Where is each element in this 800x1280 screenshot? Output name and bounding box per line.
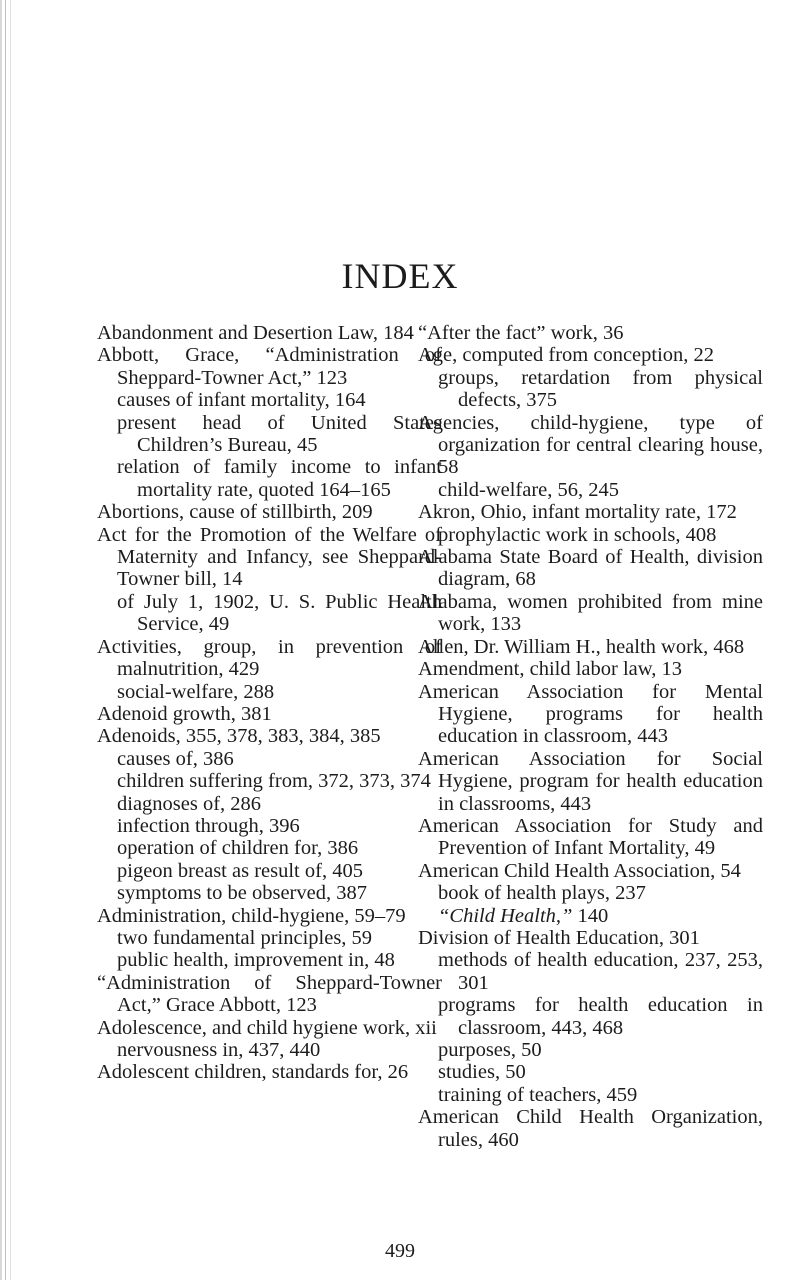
index-subentry: social-welfare, 288 bbox=[117, 680, 275, 703]
index-subentry: training of teachers, 459 bbox=[438, 1083, 638, 1106]
index-subentry: programs for health education in classroom, 443, 468 bbox=[438, 994, 763, 1039]
page-title: INDEX bbox=[341, 256, 459, 296]
index-subentry: public health, improvement in, 48 bbox=[117, 949, 395, 972]
index-entry: “After the fact” work, 36 bbox=[418, 322, 624, 344]
index-subentry: children suffering from, 372, 373, 374 bbox=[117, 770, 431, 793]
index-entry: “Administration of Sheppard-Towner Act,” Grace Abbott, 123 bbox=[97, 971, 442, 1017]
index-subentry: diagnoses of, 286 bbox=[117, 792, 262, 815]
index-subentry: book of health plays, 237 bbox=[438, 882, 646, 905]
index-subentry: infection through, 396 bbox=[117, 814, 300, 837]
index-entry: Adenoids, 355, 378, 383, 384, 385 bbox=[97, 725, 381, 748]
index-entry: Administration, child-hygiene, 59–79 bbox=[97, 904, 406, 927]
index-subentry: child-welfare, 56, 245 bbox=[438, 478, 620, 501]
index-subentry: purposes, 50 bbox=[438, 1039, 542, 1061]
index-entry: Abbott, Grace, “Administration of Sheppard-Towner Act,” 123 bbox=[97, 344, 442, 389]
page-binding-edge bbox=[0, 0, 14, 1280]
index-entry: Adenoid growth, 381 bbox=[97, 702, 272, 725]
index-entry: American Association for Mental Hygiene, programs for health education in classroom, 443 bbox=[418, 680, 763, 748]
index-subentry: nervousness in, 437, 440 bbox=[117, 1039, 321, 1061]
index-subentry: symptoms to be observed, 387 bbox=[117, 882, 367, 905]
index-entry: Akron, Ohio, infant mortality rate, 172 bbox=[418, 501, 737, 524]
index-column-left bbox=[97, 322, 442, 1084]
index-entry: Act for the Promotion of the Welfare of Maternity and Infancy, see Sheppard-Towner bill, 14 bbox=[97, 523, 442, 591]
index-subentry: relation of family income to infant mortality rate, quoted 164–165 bbox=[117, 456, 442, 501]
index-entry: Age, computed from conception, 22 bbox=[418, 344, 715, 367]
index-entry: American Association for Study and Prevention of Infant Mortality, 49 bbox=[418, 814, 763, 860]
index-subentry: prophylactic work in schools, 408 bbox=[438, 523, 717, 546]
index-subentry: causes of infant mortality, 164 bbox=[117, 389, 366, 412]
index-entry: Amendment, child labor law, 13 bbox=[418, 658, 682, 681]
index-entry: Agencies, child-hygiene, type of organization for central clearing house, 58 bbox=[418, 411, 763, 479]
index-entry: Activities, group, in prevention of malnutrition, 429 bbox=[97, 635, 442, 681]
index-column-right bbox=[418, 322, 763, 1151]
index-subentry: present head of United States Children’s Bureau, 45 bbox=[117, 411, 442, 457]
index-entry: American Child Health Organization, rules, 460 bbox=[418, 1106, 763, 1151]
index-entry: Alabama State Board of Health, division diagram, 68 bbox=[418, 546, 763, 591]
index-entry: Adolescence, and child hygiene work, xii bbox=[97, 1016, 437, 1039]
index-subentry: of July 1, 1902, U. S. Public Health Service, 49 bbox=[117, 590, 442, 636]
italic-title: “Child Health,” bbox=[438, 904, 573, 927]
index-subentry: methods of health education, 237, 253, 301 bbox=[438, 949, 763, 994]
index-subentry: groups, retardation from physical defects, 375 bbox=[438, 366, 763, 412]
index-subentry: operation of children for, 386 bbox=[117, 837, 359, 860]
index-entry: Alabama, women prohibited from mine work, 133 bbox=[418, 590, 763, 636]
index-entry: American Child Health Association, 54 bbox=[418, 859, 741, 882]
index-entry: Abortions, cause of stillbirth, 209 bbox=[97, 501, 373, 524]
index-subentry: studies, 50 bbox=[438, 1061, 526, 1084]
index-entry: Division of Health Education, 301 bbox=[418, 926, 700, 949]
index-entry: Allen, Dr. William H., health work, 468 bbox=[418, 635, 745, 658]
index-subentry: causes of, 386 bbox=[117, 747, 234, 770]
index-subentry: pigeon breast as result of, 405 bbox=[117, 859, 363, 882]
index-entry: Adolescent children, standards for, 26 bbox=[97, 1061, 409, 1084]
index-subentry: “Child Health,” 140 bbox=[438, 904, 609, 927]
index-entry: Abandonment and Desertion Law, 184 bbox=[97, 322, 414, 344]
index-subentry: two fundamental principles, 59 bbox=[117, 926, 373, 949]
page-number: 499 bbox=[385, 1240, 415, 1262]
index-entry: American Association for Social Hygiene, program for health education in classrooms, 443 bbox=[418, 747, 763, 815]
